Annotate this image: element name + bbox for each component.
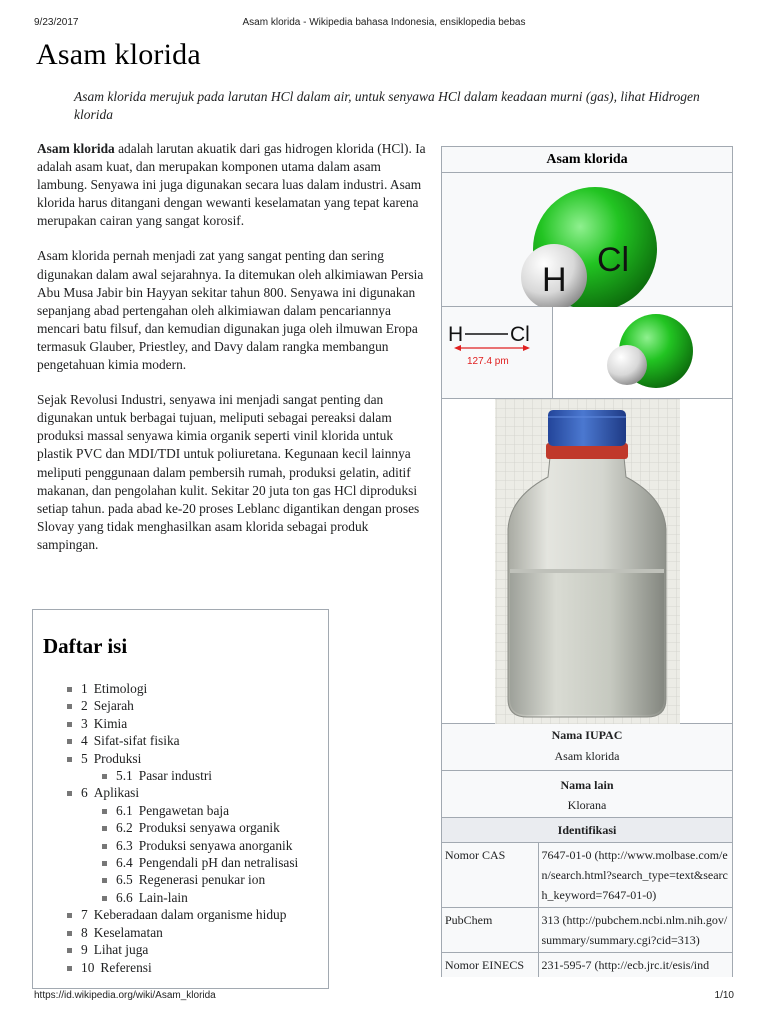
print-url: https://id.wikipedia.org/wiki/Asam_klorida (34, 990, 216, 1001)
toc-item-label: Regenerasi penukar ion (138, 872, 266, 888)
toc-item-label: Kimia (93, 715, 128, 731)
toc-item[interactable] (102, 837, 298, 854)
toc-item-number: 2 (81, 698, 88, 714)
toc-item[interactable] (67, 680, 298, 697)
toc-item-label: Produksi (93, 750, 142, 766)
infobox-row (442, 953, 732, 978)
toc-item[interactable] (67, 697, 298, 714)
toc-item[interactable] (102, 854, 298, 871)
hatnote (74, 88, 734, 124)
toc-item-label: Pengawetan baja (138, 802, 230, 818)
toc-item-label: Produksi senyawa organik (138, 820, 280, 836)
infobox-row (442, 908, 732, 953)
structure-diagram (442, 307, 553, 398)
toc-item[interactable] (67, 750, 298, 767)
toc-item-label: Etimologi (93, 681, 148, 696)
iupac-value: Asam klorida (554, 749, 620, 763)
bottle-cap (548, 410, 626, 446)
infobox-row-label: PubChem (442, 908, 538, 953)
infobox-row-value[interactable]: 231-595-7 (http://ecb.jrc.it/esis/ind (538, 953, 732, 978)
infobox-title: Asam klorida (442, 147, 732, 173)
toc-item[interactable] (102, 871, 298, 888)
other-names-value: Klorana (567, 798, 607, 812)
toc-item-number: 9 (81, 942, 88, 958)
toc-list (67, 680, 298, 976)
print-page-number: 1/10 (714, 990, 734, 1001)
infobox-spacefill-model (442, 173, 732, 307)
toc-item-label: Pengendali pH dan netralisasi (138, 855, 299, 871)
toc-item[interactable] (67, 924, 298, 941)
toc-item-label: Lain-lain (138, 889, 188, 905)
toc-item-label: Aplikasi (93, 785, 140, 801)
toc-item-label: Keselamatan (93, 924, 163, 940)
toc-item-number: 4 (81, 733, 88, 749)
toc-item-number: 8 (81, 924, 88, 940)
hatnote-link[interactable]: Hidrogen klorida (74, 89, 700, 122)
toc-item[interactable] (67, 959, 298, 976)
identification-table (442, 842, 732, 977)
toc-item-label: Sifat-sifat fisika (93, 733, 180, 749)
toc-item[interactable] (67, 784, 298, 801)
toc-item-number: 6.4 (116, 855, 133, 871)
table-of-contents (32, 609, 329, 989)
print-header (34, 17, 734, 31)
toc-item-label: Sejarah (93, 698, 134, 714)
paragraph-history: Asam klorida pernah menjadi zat yang sangat penting dan sering digunakan dalam awal sejarahnya. Ia ditemukan oleh alkimiawan Persia Abu Musa Jabir bin Hayyan sekitar tahun 800. Senyawa ini digunakan sepanjang abad pertengahan oleh alkimiawan dalam pencariannya mencari batu filsuf, dan kemudian digunakan juga oleh ilmuwan Eropa termasuk Glauber, Priestley, and Davy dalam rangka membangun pengetahuan kimia modern. (37, 248, 424, 373)
toc-item-number: 10 (81, 959, 95, 975)
infobox-row-label: Nomor EINECS (442, 953, 538, 978)
toc-title: Daftar isi (43, 634, 128, 658)
toc-item[interactable] (102, 802, 298, 819)
toc-item-label: Produksi senyawa anorganik (138, 837, 293, 853)
toc-item-label: Pasar industri (138, 768, 213, 784)
infobox-structure-row (442, 307, 732, 399)
hatnote-text: Asam klorida merujuk pada larutan HCl dalam air, untuk senyawa HCl dalam keadaan murni (gas), lihat (74, 89, 646, 104)
iupac-label: Nama IUPAC (551, 728, 623, 742)
toc-item-number: 5 (81, 750, 88, 766)
small-hydrogen-atom (607, 345, 647, 385)
hcl-small-model-image (553, 307, 731, 399)
article-body (37, 140, 429, 571)
toc-item[interactable] (67, 732, 298, 749)
toc-item[interactable] (102, 889, 298, 906)
paragraph-intro (37, 140, 429, 230)
identification-header: Identifikasi (442, 817, 732, 842)
toc-item[interactable] (102, 819, 298, 836)
infobox-bottle-photo (442, 399, 732, 724)
paragraph-industry: Sejak Revolusi Industri, senyawa ini menjadi sangat penting dan digunakan untuk berbagai tujuan, meliputi sebagai pereaksi dalam produksi massal senyawa kimia organik seperti vinil klorida untuk plastik PVC dan MDI/TDI untuk poliuretana. Kegunaan kecil lainnya meliputi penggunaan dalam pembersih rumah, produksi gelatin, aditif makanan, dan pengolahan kulit. Sekitar 20 juta ton gas HCl diproduksi setiap tahun. pada abad ke-20 proses Leblanc digantikan dengan proses Slovay yang tidak menghasilkan asam klorida sebagai produk sampingan. (37, 392, 420, 552)
infobox-row-label: Nomor CAS (442, 843, 538, 908)
print-title: Asam klorida - Wikipedia bahasa Indonesia, ensiklopedia bebas (242, 17, 526, 28)
other-names-label: Nama lain (560, 778, 614, 792)
page-title: Asam klorida (36, 38, 201, 71)
infobox-row-value[interactable]: 313 (http://pubchem.ncbi.nlm.nih.gov/summary/summary.cgi?cid=313) (538, 908, 732, 953)
toc-item-number: 7 (81, 907, 88, 923)
toc-item-number: 3 (81, 715, 88, 731)
bottle-image (442, 399, 732, 724)
toc-item-number: 6.2 (116, 820, 133, 836)
model-label-h: H (542, 261, 567, 299)
toc-item-number: 5.1 (116, 768, 133, 784)
toc-item-number: 6 (81, 785, 88, 801)
print-date: 9/23/2017 (34, 17, 79, 28)
toc-item-number: 6.3 (116, 837, 133, 853)
toc-item[interactable] (67, 715, 298, 732)
toc-item[interactable] (67, 941, 298, 958)
toc-item-number: 6.6 (116, 889, 133, 905)
toc-item[interactable] (102, 767, 298, 784)
toc-item-label: Referensi (100, 959, 152, 975)
lead-term: Asam klorida (37, 141, 115, 156)
infobox-row-value[interactable]: 7647-01-0 (http://www.molbase.com/en/search.html?search_type=text&search_keyword=7647-01-0) (538, 843, 732, 908)
print-footer (34, 990, 734, 1004)
toc-item-number: 6.1 (116, 802, 133, 818)
struct-label-h: H (448, 323, 464, 346)
toc-item-number: 6.5 (116, 872, 133, 888)
hcl-spacefill-image (442, 173, 732, 307)
infobox-other-names (442, 771, 732, 817)
paragraph-intro-text: adalah larutan akuatik dari gas hidrogen klorida (HCl). Ia adalah asam kuat, dan merupakan komponen utama dalam asam lambung. Senyawa ini juga digunakan secara luas dalam industri. Asam klorida harus ditangani dengan wewanti keselamatan yang tepat karena merupakan cairan yang sangat korosif. (37, 141, 426, 229)
small-model (553, 307, 732, 398)
bond-length-label: 127.4 pm (467, 356, 509, 367)
toc-item[interactable] (67, 906, 298, 923)
infobox-row (442, 843, 732, 908)
infobox-iupac (442, 724, 732, 771)
hcl-bond-diagram (442, 307, 552, 399)
toc-item-number: 1 (81, 681, 88, 696)
toc-item-label: Keberadaan dalam organisme hidup (93, 907, 287, 923)
toc-item-label: Lihat juga (93, 942, 149, 958)
infobox (441, 146, 733, 977)
model-label-cl: Cl (597, 241, 630, 279)
struct-label-cl: Cl (510, 323, 530, 346)
